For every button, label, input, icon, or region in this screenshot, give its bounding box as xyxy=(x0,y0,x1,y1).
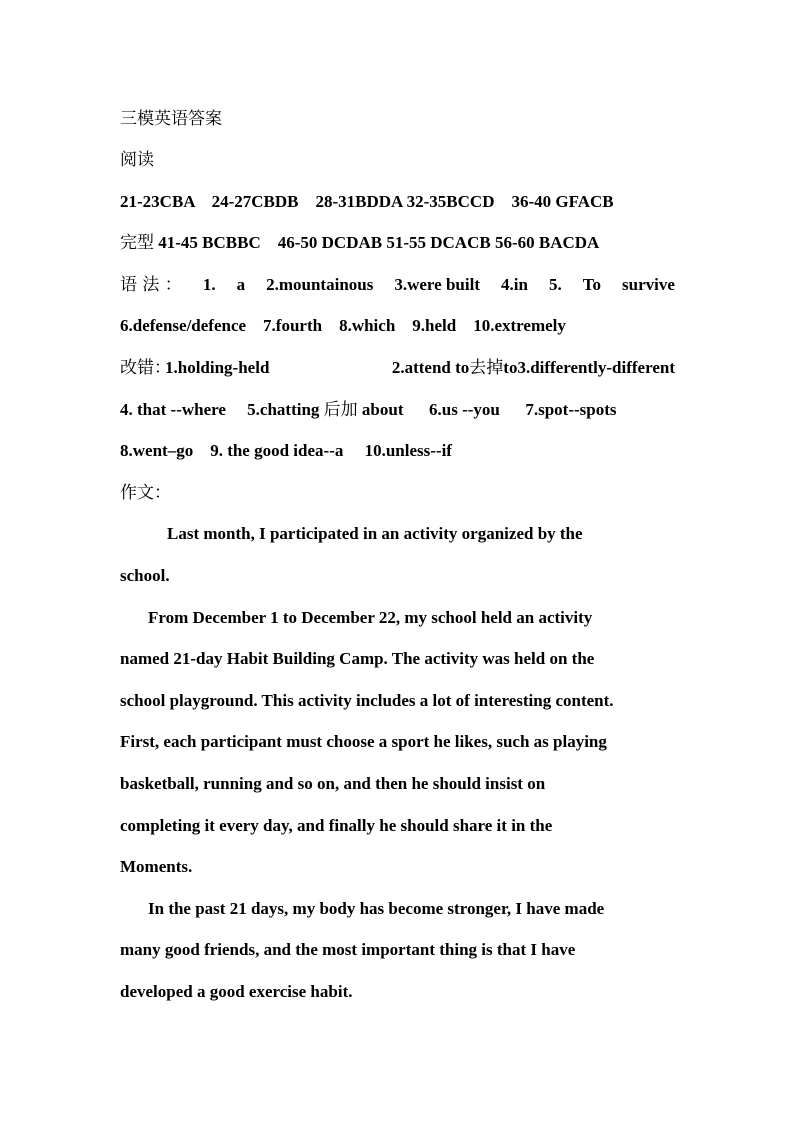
cloze-label: 完型 xyxy=(120,233,154,253)
essay-line: many good friends, and the most important thing is that I have xyxy=(120,940,576,959)
essay-line: school. xyxy=(120,566,170,585)
correction-line-2 xyxy=(120,399,617,421)
cloze-answers-line xyxy=(120,232,599,254)
essay-line: developed a good exercise habit. xyxy=(120,982,353,1001)
correction-line-3: 8.went–go 9. the good idea--a 10.unless--if xyxy=(120,441,452,460)
reading-answers: 21-23CBA 24-27CBDB 28-31BDDA 32-35BCCD 36-40 GFACB xyxy=(120,192,614,211)
essay-line: school playground. This activity includes a lot of interesting content. xyxy=(120,691,614,710)
essay-line: completing it every day, and finally he should share it in the xyxy=(120,816,553,835)
essay-line: Last month, I participated in an activity organized by the xyxy=(167,524,583,543)
essay-line: named 21-day Habit Building Camp. The activity was held on the xyxy=(120,649,595,668)
page-title: 三模英语答案 xyxy=(120,109,222,129)
grammar-item: To xyxy=(582,275,601,294)
essay-line: In the past 21 days, my body has become stronger, I have made xyxy=(148,899,605,918)
correction-part: about 6.us --you 7.spot--spots xyxy=(357,400,617,419)
reading-heading: 阅读 xyxy=(120,150,154,170)
correction-item: 1.holding-held xyxy=(165,358,270,377)
grammar-item: survive xyxy=(622,275,675,294)
correction-item: to xyxy=(503,358,518,377)
grammar-item: 5. xyxy=(548,275,562,294)
essay-line: basketball, running and so on, and then he should insist on xyxy=(120,774,546,793)
correction-label: 改错： xyxy=(120,358,171,378)
grammar-item: 4.in xyxy=(501,275,528,294)
cloze-answers: 41-45 BCBBC 46-50 DCDAB 51-55 DCACB 56-60 BACDA xyxy=(154,233,600,252)
grammar-line-1 xyxy=(120,274,675,296)
correction-part: 后加 xyxy=(323,400,358,420)
correction-item: differently- xyxy=(530,358,613,377)
grammar-line-2: 6.defense/defence 7.fourth 8.which 9.held 10.extremely xyxy=(120,316,566,335)
essay-line: From December 1 to December 22, my school held an activity xyxy=(148,608,593,627)
essay-heading: 作文： xyxy=(120,483,171,503)
correction-item: 去掉 xyxy=(469,358,504,378)
correction-item: 2.attend to xyxy=(391,358,470,377)
essay-line: Moments. xyxy=(120,857,193,876)
correction-part: 4. that --where 5.chatting xyxy=(120,400,324,419)
grammar-item: a xyxy=(236,275,246,294)
grammar-item: 3.were built xyxy=(394,275,480,294)
correction-item: different xyxy=(612,358,675,377)
essay-line: First, each participant must choose a sport he likes, such as playing xyxy=(120,732,607,751)
grammar-item: 1. xyxy=(202,275,216,294)
correction-item: 3. xyxy=(517,358,531,377)
correction-line-1 xyxy=(120,357,675,379)
grammar-label: 语 法 ： xyxy=(120,275,182,295)
grammar-item: 2.mountainous xyxy=(266,275,374,294)
